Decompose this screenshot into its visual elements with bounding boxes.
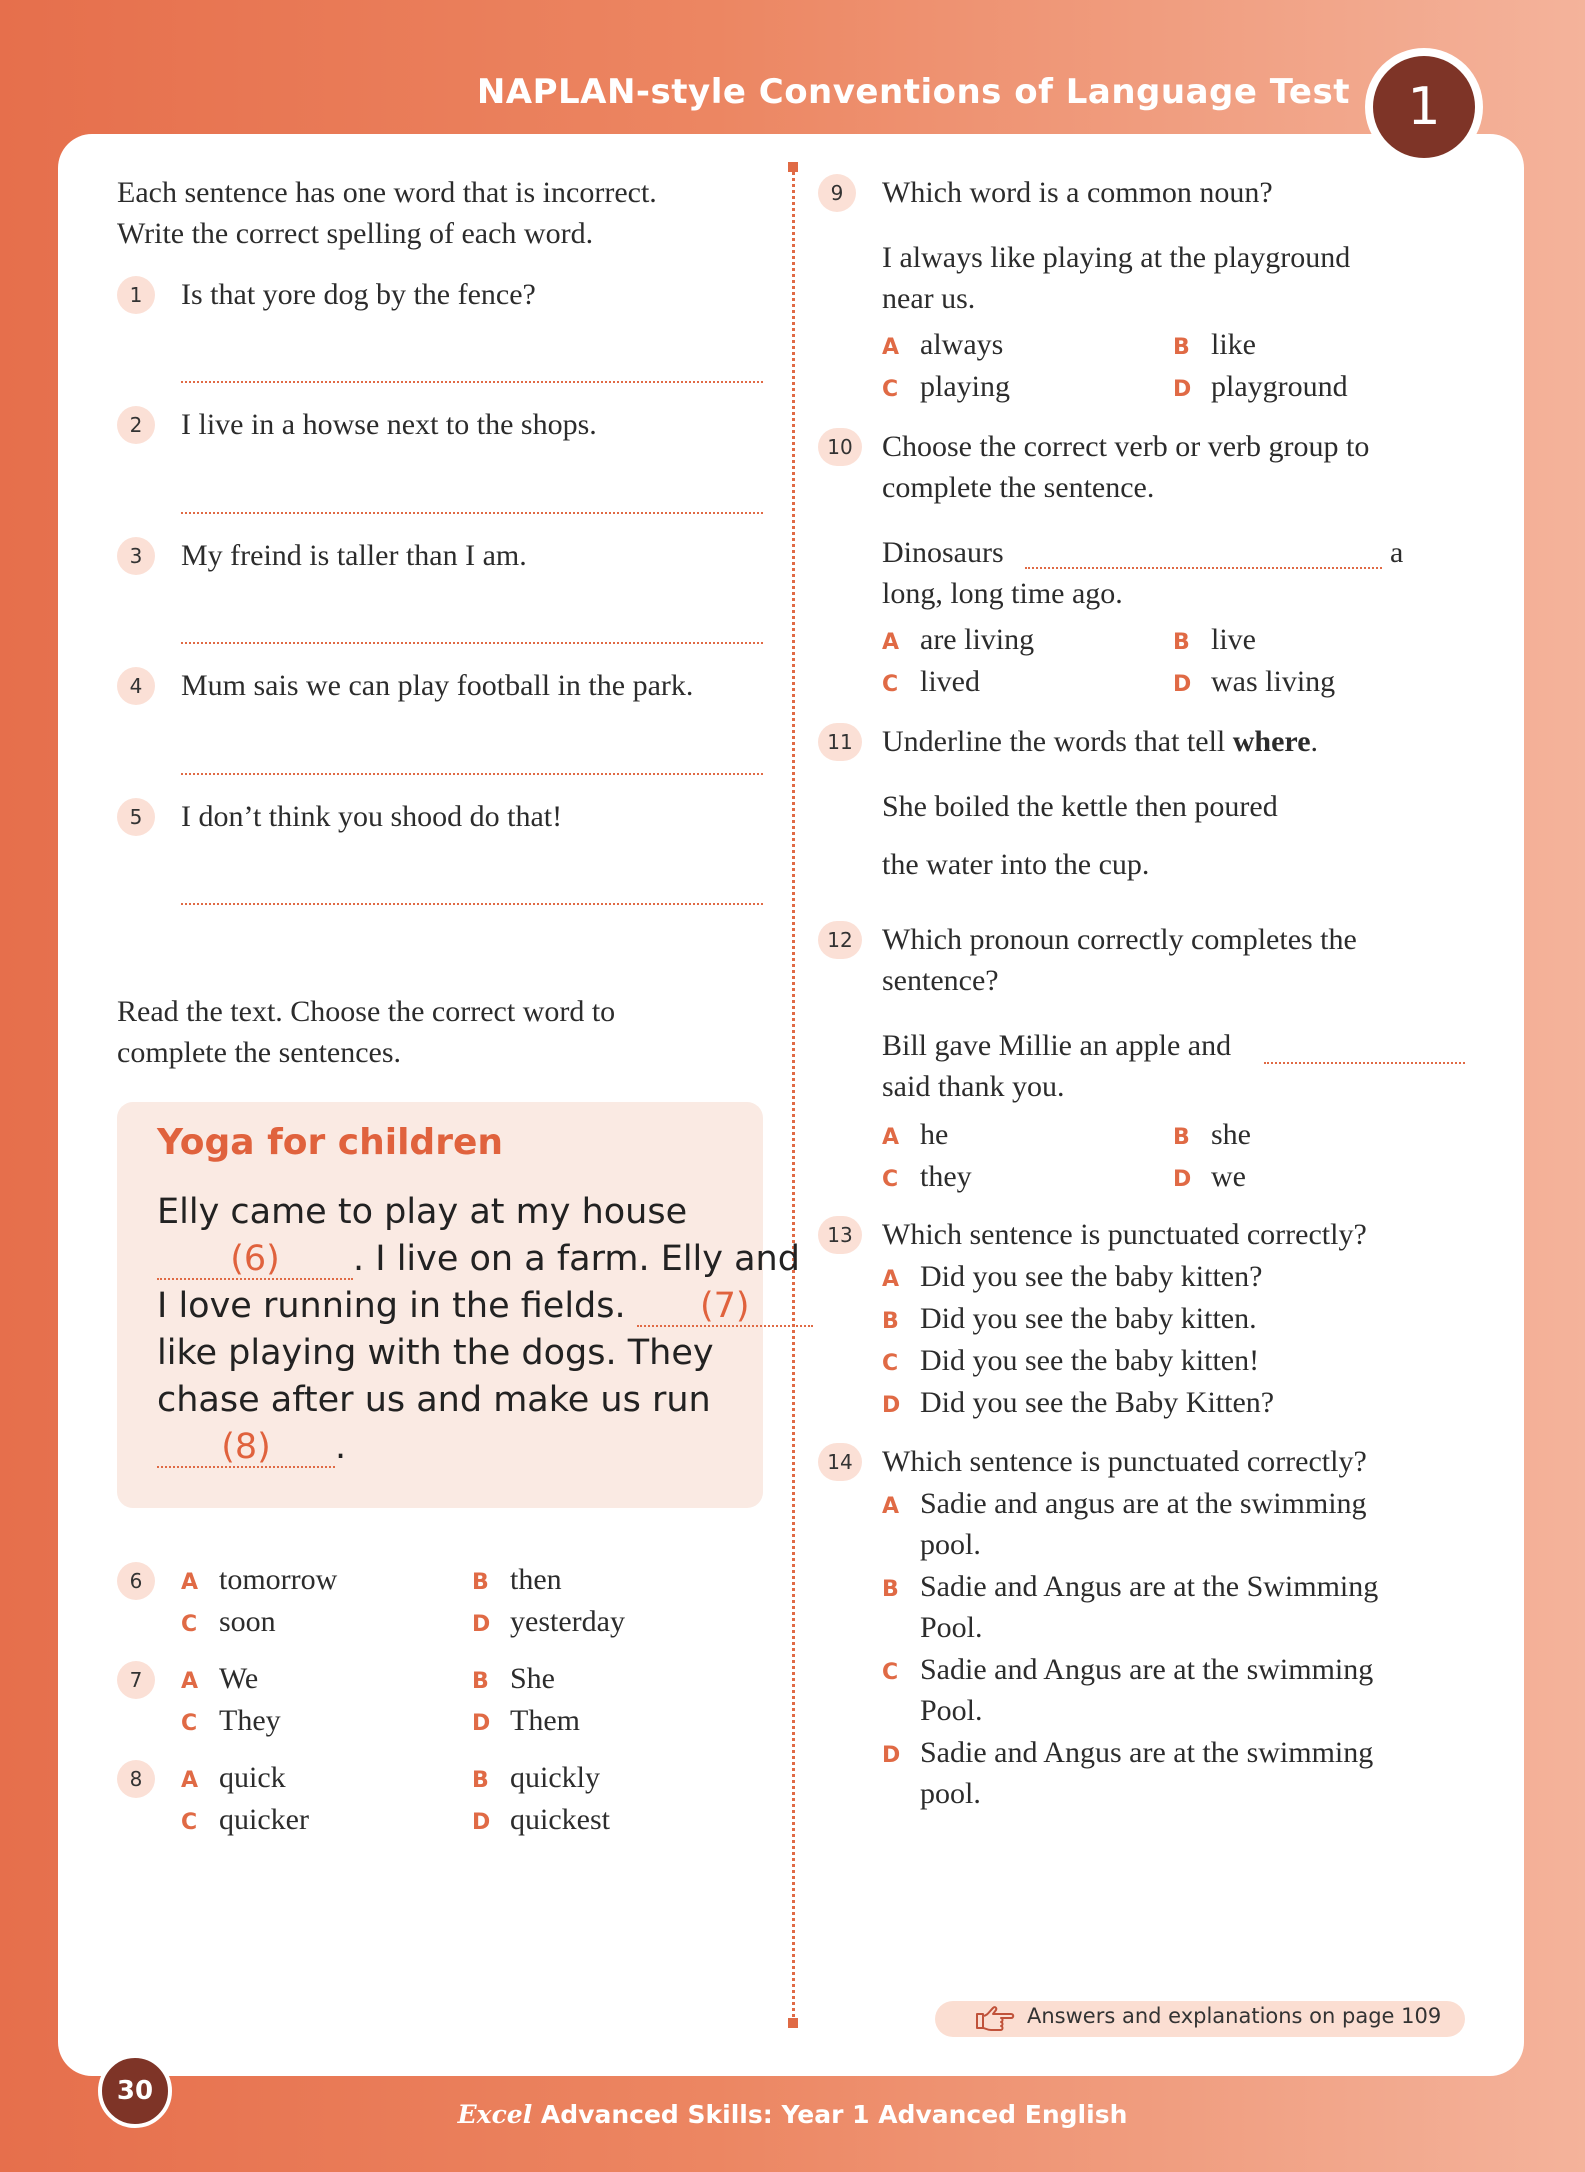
option-d-continued[interactable]: pool. (920, 1777, 981, 1810)
question-text: Which sentence is punctuated correctly? (882, 1218, 1367, 1251)
passage-line (157, 1236, 800, 1283)
option-c[interactable]: C They (181, 1704, 281, 1737)
passage-title: Yoga for children (157, 1122, 503, 1163)
question-number: 9 (818, 174, 856, 212)
answer-line[interactable] (181, 642, 763, 644)
option-d[interactable]: D quickest (472, 1803, 610, 1836)
question-text: Underline the words that tell where. (882, 725, 1319, 758)
blank-8[interactable]: (8) (157, 1428, 335, 1468)
question-number: 4 (117, 667, 155, 705)
option-b[interactable]: B live (1173, 623, 1256, 656)
option-a[interactable]: A We (181, 1662, 259, 1695)
question-text: Is that yore dog by the fence? (181, 278, 536, 311)
page-number: 30 (98, 2054, 172, 2128)
column-divider (792, 165, 795, 2025)
passage-line: Elly came to play at my house (157, 1192, 688, 1232)
question-text: My freind is taller than I am. (181, 539, 527, 572)
option-b[interactable]: B quickly (472, 1761, 600, 1794)
option-d[interactable]: D playground (1173, 370, 1348, 403)
question-number: 13 (818, 1216, 862, 1254)
answer-line[interactable] (181, 512, 763, 514)
question-sentence: Bill gave Millie an apple and (882, 1029, 1232, 1062)
passage-text: . (335, 1427, 347, 1467)
divider-cap-bottom (788, 2018, 798, 2028)
passage-line (157, 1283, 813, 1330)
question-sentence: I always like playing at the playground (882, 241, 1351, 274)
question-sentence[interactable]: the water into the cup. (882, 848, 1150, 881)
question-number: 2 (117, 406, 155, 444)
answer-line[interactable] (181, 903, 763, 905)
question-number: 11 (818, 723, 862, 761)
option-a[interactable]: A always (882, 328, 1004, 361)
passage-line: like playing with the dogs. They (157, 1333, 714, 1373)
answer-line[interactable] (181, 773, 763, 775)
page-title: NAPLAN-style Conventions of Language Test (476, 72, 1350, 112)
option-c-continued[interactable]: Pool. (920, 1694, 983, 1727)
option-c[interactable]: C playing (882, 370, 1010, 403)
question-sentence: near us. (882, 282, 976, 315)
question-number: 10 (818, 428, 862, 466)
instructions-line: complete the sentences. (117, 1036, 402, 1069)
question-text: sentence? (882, 964, 999, 997)
option-a[interactable]: A tomorrow (181, 1563, 338, 1596)
question-sentence: said thank you. (882, 1070, 1065, 1103)
question-text: I live in a howse next to the shops. (181, 408, 597, 441)
option-d[interactable]: D Them (472, 1704, 580, 1737)
question-number: 3 (117, 537, 155, 575)
question-number: 1 (117, 276, 155, 314)
instructions-line: Each sentence has one word that is incorrect. (117, 176, 657, 209)
option-d[interactable]: D Sadie and Angus are at the swimming (882, 1736, 1374, 1769)
option-b[interactable]: B She (472, 1662, 555, 1695)
option-b[interactable]: B Sadie and Angus are at the Swimming (882, 1570, 1379, 1603)
option-b[interactable]: B Did you see the baby kitten. (882, 1302, 1257, 1335)
passage-text: . I live on a farm. Elly and (353, 1239, 800, 1279)
instructions-line: Write the correct spelling of each word. (117, 217, 594, 250)
footer-title: Excel Advanced Skills: Year 1 Advanced English (457, 2100, 1128, 2129)
option-c[interactable]: C lived (882, 665, 980, 698)
option-b[interactable]: B like (1173, 328, 1256, 361)
option-a[interactable]: A quick (181, 1761, 286, 1794)
answer-line[interactable] (181, 381, 763, 383)
question-number: 12 (818, 921, 862, 959)
option-d[interactable]: D Did you see the Baby Kitten? (882, 1386, 1275, 1419)
option-a[interactable]: A he (882, 1118, 949, 1151)
option-a[interactable]: A are living (882, 623, 1035, 656)
question-sentence: long, long time ago. (882, 577, 1123, 610)
question-number: 7 (117, 1661, 155, 1699)
question-number: 8 (117, 1760, 155, 1798)
question-text: Which sentence is punctuated correctly? (882, 1445, 1367, 1478)
blank-6[interactable]: (6) (157, 1240, 353, 1280)
question-number: 6 (117, 1562, 155, 1600)
option-d[interactable]: D yesterday (472, 1605, 625, 1638)
question-text: I don’t think you shood do that! (181, 800, 563, 833)
answers-note-text: Answers and explanations on page 109 (1027, 2004, 1442, 2028)
question-text: Mum sais we can play football in the park. (181, 669, 694, 702)
instructions-line: Read the text. Choose the correct word to (117, 995, 616, 1028)
option-b-continued[interactable]: Pool. (920, 1611, 983, 1644)
answer-blank[interactable] (1264, 1062, 1465, 1064)
question-text: Choose the correct verb or verb group to (882, 430, 1370, 463)
question-sentence: a (1390, 536, 1404, 569)
option-a[interactable]: A Did you see the baby kitten? (882, 1260, 1263, 1293)
question-text: complete the sentence. (882, 471, 1155, 504)
emphasis-word: where (1232, 725, 1311, 758)
answer-blank[interactable] (1025, 567, 1382, 569)
option-c[interactable]: C Sadie and Angus are at the swimming (882, 1653, 1374, 1686)
question-text: Which word is a common noun? (882, 176, 1273, 209)
option-c[interactable]: C quicker (181, 1803, 309, 1836)
option-c[interactable]: C Did you see the baby kitten! (882, 1344, 1260, 1377)
test-number-badge: 1 (1373, 56, 1475, 158)
option-c[interactable]: C soon (181, 1605, 276, 1638)
option-a-continued[interactable]: pool. (920, 1528, 981, 1561)
option-d[interactable]: D was living (1173, 665, 1336, 698)
option-a[interactable]: A Sadie and angus are at the swimming (882, 1487, 1367, 1520)
passage-line (157, 1424, 346, 1471)
question-text: Which pronoun correctly completes the (882, 923, 1357, 956)
option-d[interactable]: D we (1173, 1160, 1246, 1193)
question-number: 14 (818, 1443, 862, 1481)
option-b[interactable]: B she (1173, 1118, 1251, 1151)
question-sentence[interactable]: She boiled the kettle then poured (882, 790, 1278, 823)
option-c[interactable]: C they (882, 1160, 972, 1193)
option-b[interactable]: B then (472, 1563, 562, 1596)
passage-text: I love running in the fields. (157, 1286, 626, 1326)
question-number: 5 (117, 798, 155, 836)
divider-cap-top (788, 162, 798, 172)
question-sentence: Dinosaurs (882, 536, 1004, 569)
blank-7[interactable]: (7) (637, 1287, 813, 1327)
pointing-hand-icon (975, 2004, 1017, 2034)
passage-line: chase after us and make us run (157, 1380, 711, 1420)
